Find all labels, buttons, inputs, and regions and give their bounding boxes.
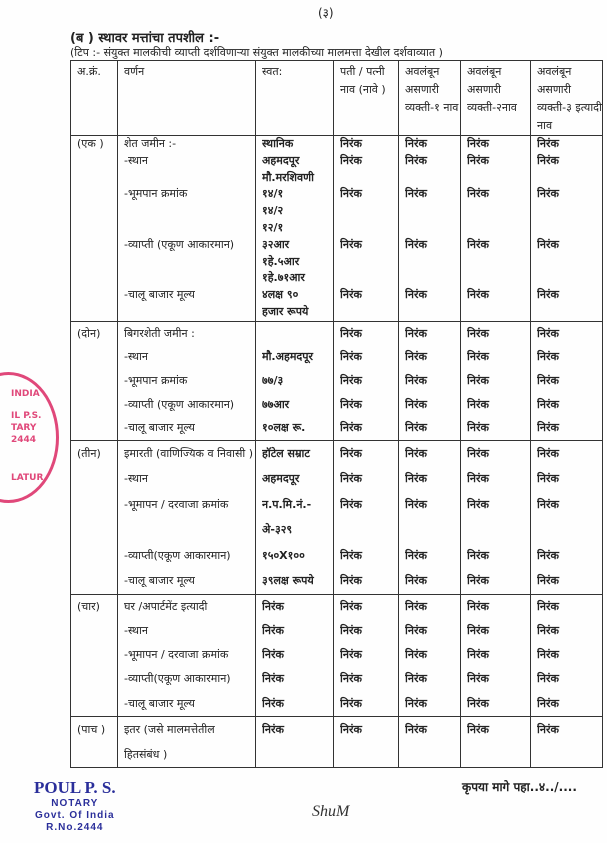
nil-value: निरंक [405,421,427,435]
nil-value: निरंक [537,137,559,150]
nil-cell [334,136,399,322]
description-line [124,270,255,287]
nil-value [467,170,530,187]
nil-value: निरंक [467,548,489,562]
nil-value: निरंक [340,648,362,662]
nil-cell [531,716,603,767]
description-line: घर /अपार्टमेंट इत्यादी [124,599,208,613]
nil-value [467,270,530,287]
nil-value [405,220,460,237]
nil-value [467,220,530,237]
self-value: १४/२ [262,204,284,218]
nil-cell [334,716,399,767]
self-value: ३२आर [262,237,290,251]
column-header: अवलंबून असणारी व्यक्ती-३ इत्यादी नाव [531,61,603,136]
nil-value [537,742,602,767]
self-cell [256,594,334,716]
nil-value: निरंक [340,421,362,435]
nil-value: निरंक [537,397,559,411]
nil-value [340,742,398,767]
nil-value: निरंक [537,548,559,562]
nil-value [537,270,602,287]
nil-value: निरंक [405,137,427,150]
self-value: न.प.मि.नं.- [262,497,312,511]
description-line [124,517,255,543]
nil-value: निरंक [537,153,559,167]
description-line [124,254,255,271]
serial-number-cell [71,321,118,440]
self-value: ३९लक्ष रूपये [262,574,314,588]
column-header: अ.क्रं. [71,61,118,136]
self-value: ७७/३ [262,373,284,387]
immovable-assets-table [70,60,603,768]
nil-cell [531,136,603,322]
nil-cell [334,594,399,716]
nil-value: निरंक [340,288,362,302]
nil-value [340,270,398,287]
page-number: (३) [318,6,334,20]
nil-value: निरंक [467,574,489,588]
nil-value [537,517,602,543]
notary-govt: Govt. Of India [35,810,115,821]
nil-value: निरंक [467,288,489,302]
stamp-text: TARY [11,423,37,433]
nil-value: निरंक [537,497,559,511]
nil-value [340,203,398,220]
serial-number-cell [71,136,118,322]
self-value [262,742,333,767]
nil-value [467,203,530,220]
nil-cell [399,440,461,594]
nil-value: निरंक [405,497,427,511]
nil-value: निरंक [467,421,489,435]
table-row [71,440,603,594]
nil-value: निरंक [405,187,427,201]
nil-value: निरंक [537,672,559,686]
description-line: इमारती (वाणिज्यिक व निवासी ) [124,446,254,460]
nil-value: निरंक [467,446,489,460]
nil-value: निरंक [537,648,559,662]
nil-cell [334,321,399,440]
notary-name: POUL P. S. [34,778,116,797]
column-header: अवलंबून असणारी व्यक्ती-१ नाव [399,61,461,136]
nil-value: निरंक [405,648,427,662]
nil-value: निरंक [537,326,559,340]
self-cell [256,440,334,594]
serial-number: (तीन) [77,446,101,460]
nil-value: निरंक [537,574,559,588]
description-line [124,304,255,321]
self-value: १२/१ [262,220,284,234]
description-line: -भूमापन / दरवाजा क्रमांक [124,497,229,511]
nil-value: निरंक [537,288,559,302]
description-line: -चालू बाजार मूल्य [124,574,195,588]
self-value: १४/१ [262,187,284,201]
continue-note: कृपया मागे पहा..४../.... [462,780,577,794]
nil-cell [334,440,399,594]
nil-value: निरंक [405,548,427,562]
nil-value: निरंक [405,326,427,340]
self-value: १०लक्ष रू. [262,421,306,435]
nil-value: निरंक [537,623,559,637]
nil-value [467,304,530,321]
description-line: -स्थान [124,350,149,364]
nil-value: निरंक [467,722,489,736]
nil-value: निरंक [467,648,489,662]
serial-number: (दोन) [77,326,101,340]
nil-value: निरंक [537,237,559,251]
signature: ShuM [312,803,350,820]
self-value: निरंक [262,722,284,736]
nil-value: निरंक [467,696,489,710]
nil-value [467,517,530,543]
stamp-text: LATUR [11,473,44,483]
self-value: हजार रूपये [262,304,309,318]
nil-value: निरंक [340,623,362,637]
serial-number: (पाच ) [77,722,106,736]
nil-value: निरंक [467,187,489,201]
nil-cell [399,594,461,716]
self-value: १५०X१०० [262,548,305,562]
nil-value: निरंक [537,722,559,736]
nil-value: निरंक [340,548,362,562]
section-title: (ब ) स्थावर मत्तांचा तपशील :- [70,31,220,46]
serial-number: (चार) [77,599,100,613]
column-header: वर्णन [118,61,256,136]
nil-value: निरंक [340,497,362,511]
nil-cell [399,136,461,322]
nil-cell [461,440,531,594]
nil-value [340,304,398,321]
nil-value: निरंक [340,187,362,201]
nil-value: निरंक [405,288,427,302]
self-value [262,322,333,346]
nil-cell [531,321,603,440]
column-header: अवलंबून असणारी व्यक्ती-२नाव [461,61,531,136]
notary-reg-no: R.No.2444 [46,822,104,833]
serial-number-cell [71,440,118,594]
nil-value: निरंक [340,350,362,364]
self-value: निरंक [262,648,284,662]
nil-value: निरंक [405,350,427,364]
table-row [71,136,603,322]
nil-value [537,203,602,220]
nil-value: निरंक [467,623,489,637]
nil-value: निरंक [537,350,559,364]
nil-value: निरंक [340,722,362,736]
description-line: हितसंबंध ) [124,747,168,761]
nil-cell [531,594,603,716]
description-cell [118,321,256,440]
description-line: -व्याप्ती(एकूण आकारमान) [124,548,231,562]
nil-value [467,254,530,271]
nil-value [405,170,460,187]
nil-value: निरंक [340,472,362,486]
description-line: -व्याप्ती(एकूण आकारमान) [124,672,231,686]
description-line [124,220,255,237]
nil-value: निरंक [467,373,489,387]
description-line: -चालू बाजार मूल्य [124,696,195,710]
nil-value: निरंक [467,599,489,613]
description-cell [118,594,256,716]
self-value: निरंक [262,672,284,686]
nil-cell [461,136,531,322]
nil-value [405,742,460,767]
nil-value: निरंक [405,574,427,588]
description-cell [118,136,256,322]
self-value: १हे.५आर [262,254,300,268]
nil-value [340,254,398,271]
nil-value: निरंक [340,574,362,588]
nil-value: निरंक [405,599,427,613]
self-value: निरंक [262,623,284,637]
nil-value: निरंक [537,472,559,486]
nil-value: निरंक [467,153,489,167]
nil-value: निरंक [405,623,427,637]
nil-value [405,254,460,271]
self-cell [256,321,334,440]
nil-value: निरंक [537,599,559,613]
nil-cell [399,716,461,767]
stamp-text: IL P.S. [11,411,42,421]
table-row [71,594,603,716]
nil-value [537,304,602,321]
nil-cell [461,321,531,440]
nil-value: निरंक [467,350,489,364]
description-cell [118,440,256,594]
self-value: मौ.अहमदपूर [262,350,314,364]
column-header: पती / पत्नी नाव (नावे ) [334,61,399,136]
nil-value: निरंक [340,672,362,686]
nil-value: निरंक [405,472,427,486]
nil-value: निरंक [537,373,559,387]
self-value: ४लक्ष ९० [262,288,299,302]
nil-cell [461,594,531,716]
nil-value: निरंक [467,237,489,251]
nil-value: निरंक [405,446,427,460]
section-note: (टिप :- संयुक्त मालकीची व्याप्ती दर्शविणाऱ्या संयुक्त मालकीच्या मालमत्ता देखील दर्शवाव्यात ) [70,46,443,59]
self-value: अहमदपूर [262,153,300,167]
nil-value [405,203,460,220]
nil-value: निरंक [467,472,489,486]
nil-value: निरंक [340,153,362,167]
nil-value: निरंक [340,326,362,340]
description-line: -स्थान [124,472,149,486]
nil-value: निरंक [340,397,362,411]
nil-value: निरंक [405,696,427,710]
description-line: -स्थान [124,153,149,167]
nil-value: निरंक [467,672,489,686]
table-row [71,321,603,440]
nil-value: निरंक [467,497,489,511]
round-notary-stamp [0,372,59,503]
nil-value [340,517,398,543]
column-header: स्वत: [256,61,334,136]
nil-value [405,517,460,543]
nil-value: निरंक [467,326,489,340]
nil-value [340,170,398,187]
nil-value: निरंक [467,397,489,411]
notary-seal [34,778,116,834]
description-line: शेत जमीन :- [124,137,177,150]
nil-value: निरंक [405,722,427,736]
nil-value: निरंक [340,446,362,460]
self-value: मौ.मरशिवणी [262,170,314,184]
nil-value: निरंक [405,153,427,167]
nil-value: निरंक [340,373,362,387]
description-line: -भूमपान क्रमांक [124,187,188,201]
description-line: -भूमपान क्रमांक [124,373,188,387]
description-line: -चालू बाजार मूल्य [124,288,195,302]
nil-value: निरंक [467,137,489,150]
description-cell [118,716,256,767]
nil-value: निरंक [340,696,362,710]
self-value: अहमदपूर [262,472,300,486]
serial-number-cell [71,594,118,716]
self-cell [256,716,334,767]
table-row [71,716,603,767]
nil-value [467,742,530,767]
nil-value: निरंक [537,446,559,460]
serial-number: (एक ) [77,137,104,150]
nil-value [405,304,460,321]
stamp-text: INDIA [11,389,40,399]
nil-value [340,220,398,237]
self-value: अे-३२९ [262,523,293,537]
description-line [124,203,255,220]
self-value: १हे.७१आर [262,271,305,285]
nil-cell [531,440,603,594]
self-value: हॉटेल सम्राट [262,446,310,460]
self-value: निरंक [262,599,284,613]
description-line: -भूमापन / दरवाजा क्रमांक [124,648,229,662]
description-line [124,170,255,187]
self-value: ७७आर [262,397,290,411]
nil-value [537,170,602,187]
nil-value [537,254,602,271]
nil-value: निरंक [405,373,427,387]
nil-value: निरंक [340,137,362,150]
nil-value: निरंक [537,187,559,201]
description-line: इतर (जसे मालमत्तेतील [124,722,215,736]
nil-value: निरंक [537,421,559,435]
nil-value: निरंक [340,237,362,251]
nil-value [405,270,460,287]
description-line: -व्याप्ती (एकूण आकारमान) [124,237,235,251]
self-cell [256,136,334,322]
nil-value [537,220,602,237]
nil-cell [399,321,461,440]
notary-title: NOTARY [51,798,99,809]
self-value: स्थानिक [262,137,294,150]
nil-value: निरंक [537,696,559,710]
self-value: निरंक [262,696,284,710]
nil-value: निरंक [405,397,427,411]
description-line: -स्थान [124,623,149,637]
description-line: -चालू बाजार मूल्य [124,421,195,435]
nil-value: निरंक [405,672,427,686]
serial-number-cell [71,716,118,767]
nil-value: निरंक [405,237,427,251]
description-line: बिगरशेती जमीन : [124,326,195,340]
table-header-row [71,61,603,136]
nil-value: निरंक [340,599,362,613]
nil-cell [461,716,531,767]
stamp-text: 2444 [11,435,37,445]
description-line: -व्याप्ती (एकूण आकारमान) [124,397,235,411]
